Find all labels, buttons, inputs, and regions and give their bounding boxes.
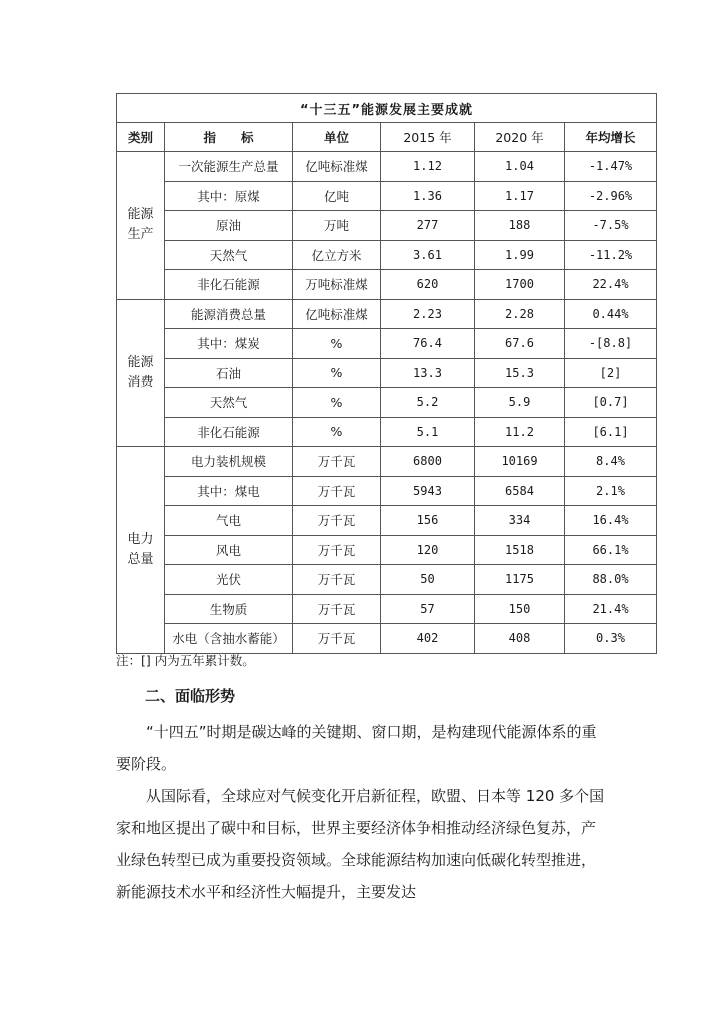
growth-cell: -1.47% bbox=[565, 152, 657, 182]
unit-cell: 亿吨 bbox=[293, 181, 381, 211]
value-2015-cell: 156 bbox=[381, 506, 475, 536]
growth-cell: 16.4% bbox=[565, 506, 657, 536]
indicator-cell: 天然气 bbox=[165, 388, 293, 418]
table-row bbox=[117, 535, 657, 565]
unit-cell: 万千瓦 bbox=[293, 624, 381, 654]
value-2020-cell: 188 bbox=[475, 211, 565, 241]
achievements-table bbox=[116, 93, 657, 654]
section-heading: 二、面临形势 bbox=[145, 687, 236, 705]
growth-cell: [6.1] bbox=[565, 417, 657, 447]
value-2020-cell: 334 bbox=[475, 506, 565, 536]
unit-cell: 万千瓦 bbox=[293, 476, 381, 506]
value-2020-cell: 6584 bbox=[475, 476, 565, 506]
category-cell: 电力 总量 bbox=[117, 447, 165, 654]
table-row bbox=[117, 624, 657, 654]
value-2015-cell: 402 bbox=[381, 624, 475, 654]
indicator-cell: 能源消费总量 bbox=[165, 299, 293, 329]
value-2015-cell: 1.12 bbox=[381, 152, 475, 182]
indicator-cell: 天然气 bbox=[165, 240, 293, 270]
value-2015-cell: 50 bbox=[381, 565, 475, 595]
growth-cell: -11.2% bbox=[565, 240, 657, 270]
value-2020-cell: 408 bbox=[475, 624, 565, 654]
table-row bbox=[117, 329, 657, 359]
indicator-cell: 原油 bbox=[165, 211, 293, 241]
table-row bbox=[117, 211, 657, 241]
unit-cell: 万千瓦 bbox=[293, 506, 381, 536]
indicator-cell: 其中：煤炭 bbox=[165, 329, 293, 359]
value-2015-cell: 277 bbox=[381, 211, 475, 241]
value-2020-cell: 1.04 bbox=[475, 152, 565, 182]
value-2020-cell: 1175 bbox=[475, 565, 565, 595]
value-2015-cell: 13.3 bbox=[381, 358, 475, 388]
indicator-cell: 风电 bbox=[165, 535, 293, 565]
value-2015-cell: 620 bbox=[381, 270, 475, 300]
table-row bbox=[117, 240, 657, 270]
growth-cell: [2] bbox=[565, 358, 657, 388]
table-row bbox=[117, 594, 657, 624]
achievements-table-container bbox=[116, 93, 656, 654]
indicator-cell: 非化石能源 bbox=[165, 270, 293, 300]
value-2015-cell: 6800 bbox=[381, 447, 475, 477]
indicator-cell: 电力装机规模 bbox=[165, 447, 293, 477]
unit-cell: 万千瓦 bbox=[293, 447, 381, 477]
value-2020-cell: 1.99 bbox=[475, 240, 565, 270]
table-row bbox=[117, 447, 657, 477]
paragraph: “十四五”时期是碳达峰的关键期、窗口期，是构建现代能源体系的重要阶段。 bbox=[116, 723, 597, 773]
unit-cell: % bbox=[293, 417, 381, 447]
value-2015-cell: 5943 bbox=[381, 476, 475, 506]
table-title-row bbox=[117, 94, 657, 123]
value-2015-cell: 2.23 bbox=[381, 299, 475, 329]
category-cell: 能源 生产 bbox=[117, 152, 165, 300]
value-2015-cell: 76.4 bbox=[381, 329, 475, 359]
table-row bbox=[117, 358, 657, 388]
header-2015: 2015 年 bbox=[381, 123, 475, 152]
value-2015-cell: 57 bbox=[381, 594, 475, 624]
growth-cell: 22.4% bbox=[565, 270, 657, 300]
paragraph: 从国际看，全球应对气候变化开启新征程，欧盟、日本等 120 多个国家和地区提出了碳中和目标，世界主要经济体争相推动经济绿色复苏，产业绿色转型已成为重要投资领域。全球能源结构加速向低碳化转型推进，新能源技术水平和经济性大幅提升，主要发达 bbox=[116, 787, 605, 901]
unit-cell: 万千瓦 bbox=[293, 594, 381, 624]
indicator-cell: 气电 bbox=[165, 506, 293, 536]
value-2020-cell: 1.17 bbox=[475, 181, 565, 211]
value-2015-cell: 1.36 bbox=[381, 181, 475, 211]
indicator-cell: 非化石能源 bbox=[165, 417, 293, 447]
value-2015-cell: 5.2 bbox=[381, 388, 475, 418]
header-2020: 2020 年 bbox=[475, 123, 565, 152]
growth-cell: -[8.8] bbox=[565, 329, 657, 359]
unit-cell: 亿吨标准煤 bbox=[293, 299, 381, 329]
indicator-cell: 光伏 bbox=[165, 565, 293, 595]
growth-cell: 2.1% bbox=[565, 476, 657, 506]
growth-cell: -7.5% bbox=[565, 211, 657, 241]
value-2020-cell: 10169 bbox=[475, 447, 565, 477]
growth-cell: 0.3% bbox=[565, 624, 657, 654]
table-row bbox=[117, 270, 657, 300]
header-unit: 单位 bbox=[293, 123, 381, 152]
value-2020-cell: 11.2 bbox=[475, 417, 565, 447]
body-text bbox=[116, 716, 606, 908]
growth-cell: -2.96% bbox=[565, 181, 657, 211]
indicator-cell: 其中：原煤 bbox=[165, 181, 293, 211]
unit-cell: 亿立方米 bbox=[293, 240, 381, 270]
table-row bbox=[117, 152, 657, 182]
value-2015-cell: 5.1 bbox=[381, 417, 475, 447]
indicator-cell: 生物质 bbox=[165, 594, 293, 624]
growth-cell: [0.7] bbox=[565, 388, 657, 418]
growth-cell: 66.1% bbox=[565, 535, 657, 565]
table-header-row bbox=[117, 123, 657, 152]
table-body bbox=[117, 94, 657, 654]
value-2020-cell: 1700 bbox=[475, 270, 565, 300]
indicator-cell: 其中：煤电 bbox=[165, 476, 293, 506]
value-2020-cell: 67.6 bbox=[475, 329, 565, 359]
table-row bbox=[117, 181, 657, 211]
table-row bbox=[117, 388, 657, 418]
table-row bbox=[117, 506, 657, 536]
unit-cell: % bbox=[293, 388, 381, 418]
header-growth: 年均增长 bbox=[565, 123, 657, 152]
value-2020-cell: 150 bbox=[475, 594, 565, 624]
value-2020-cell: 2.28 bbox=[475, 299, 565, 329]
category-cell: 能源 消费 bbox=[117, 299, 165, 447]
unit-cell: 亿吨标准煤 bbox=[293, 152, 381, 182]
growth-cell: 0.44% bbox=[565, 299, 657, 329]
unit-cell: 万千瓦 bbox=[293, 535, 381, 565]
unit-cell: % bbox=[293, 358, 381, 388]
table-row bbox=[117, 299, 657, 329]
growth-cell: 8.4% bbox=[565, 447, 657, 477]
header-category: 类别 bbox=[117, 123, 165, 152]
table-note: 注：[] 内为五年累计数。 bbox=[116, 653, 255, 668]
value-2020-cell: 5.9 bbox=[475, 388, 565, 418]
unit-cell: 万吨标准煤 bbox=[293, 270, 381, 300]
unit-cell: 万吨 bbox=[293, 211, 381, 241]
table-row bbox=[117, 476, 657, 506]
table-row bbox=[117, 417, 657, 447]
table-title: “十三五”能源发展主要成就 bbox=[117, 94, 657, 123]
table-row bbox=[117, 565, 657, 595]
unit-cell: 万千瓦 bbox=[293, 565, 381, 595]
indicator-cell: 石油 bbox=[165, 358, 293, 388]
indicator-cell: 一次能源生产总量 bbox=[165, 152, 293, 182]
value-2015-cell: 120 bbox=[381, 535, 475, 565]
indicator-cell: 水电（含抽水蓄能） bbox=[165, 624, 293, 654]
value-2020-cell: 1518 bbox=[475, 535, 565, 565]
unit-cell: % bbox=[293, 329, 381, 359]
value-2020-cell: 15.3 bbox=[475, 358, 565, 388]
growth-cell: 88.0% bbox=[565, 565, 657, 595]
growth-cell: 21.4% bbox=[565, 594, 657, 624]
value-2015-cell: 3.61 bbox=[381, 240, 475, 270]
header-indicator: 指 标 bbox=[165, 123, 293, 152]
